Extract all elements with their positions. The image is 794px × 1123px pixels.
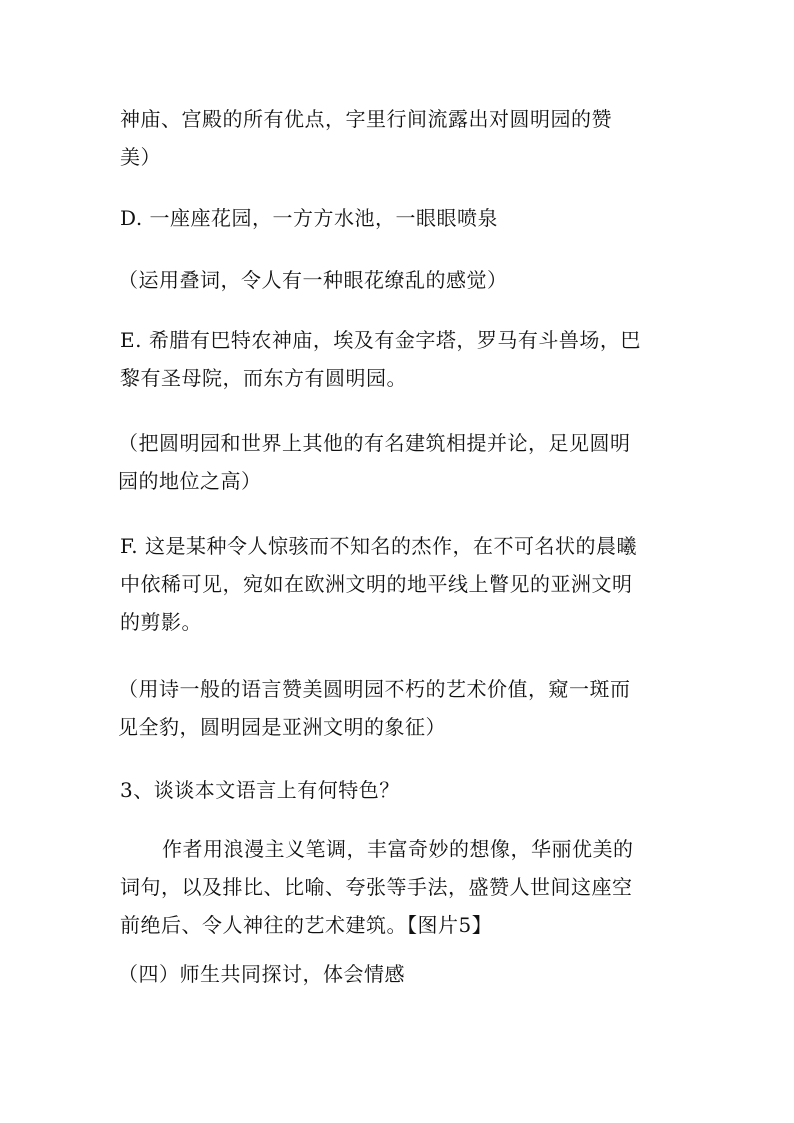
section-heading-4	[118, 955, 678, 993]
item-e	[120, 321, 680, 397]
text-line: 见全豹，圆明园是亚洲文明的象征）	[118, 715, 446, 739]
item-d	[120, 199, 680, 237]
text-line: （四）师生共同探讨，体会情感	[118, 962, 405, 986]
text-line: （运用叠词，令人有一种眼花缭乱的感觉）	[118, 268, 508, 292]
text-line: 作者用浪漫主义笔调，丰富奇妙的想像，华丽优美的	[162, 837, 634, 861]
item-d-note	[118, 261, 678, 299]
text-line: 词句，以及排比、比喻、夸张等手法，盛赞人世间这座空	[120, 875, 633, 899]
text-line: （把圆明园和世界上其他的有名建筑相提并论，足见圆明	[118, 431, 631, 455]
item-f	[120, 527, 680, 641]
text-line: 中依稀可见，宛如在欧洲文明的地平线上瞥见的亚洲文明	[120, 572, 633, 596]
question-3	[120, 771, 680, 809]
item-f-note	[118, 670, 678, 746]
text-line: 的剪影。	[120, 610, 202, 634]
text-line: D. 一座座花园，一方方水池，一眼眼喷泉	[120, 206, 499, 230]
paragraph-praise-continuation	[120, 100, 680, 176]
text-line: E. 希腊有巴特农神庙，埃及有金字塔，罗马有斗兽场，巴	[120, 328, 641, 352]
text-line: F. 这是某种令人惊骇而不知名的杰作，在不可名状的晨曦	[120, 534, 637, 558]
text-line: 美）	[120, 145, 161, 169]
text-line: 前绝后、令人神往的艺术建筑。【图片5】	[120, 913, 493, 937]
item-e-note	[118, 424, 678, 500]
text-line: 黎有圣母院，而东方有圆明园。	[120, 366, 407, 390]
text-line: 神庙、宫殿的所有优点，字里行间流露出对圆明园的赞	[120, 107, 612, 131]
answer-paragraph	[120, 830, 680, 944]
text-line: （用诗一般的语言赞美圆明园不朽的艺术价值，窥一斑而	[118, 677, 631, 701]
text-line: 3、谈谈本文语言上有何特色？	[120, 778, 400, 802]
text-line: 园的地位之高）	[118, 469, 262, 493]
